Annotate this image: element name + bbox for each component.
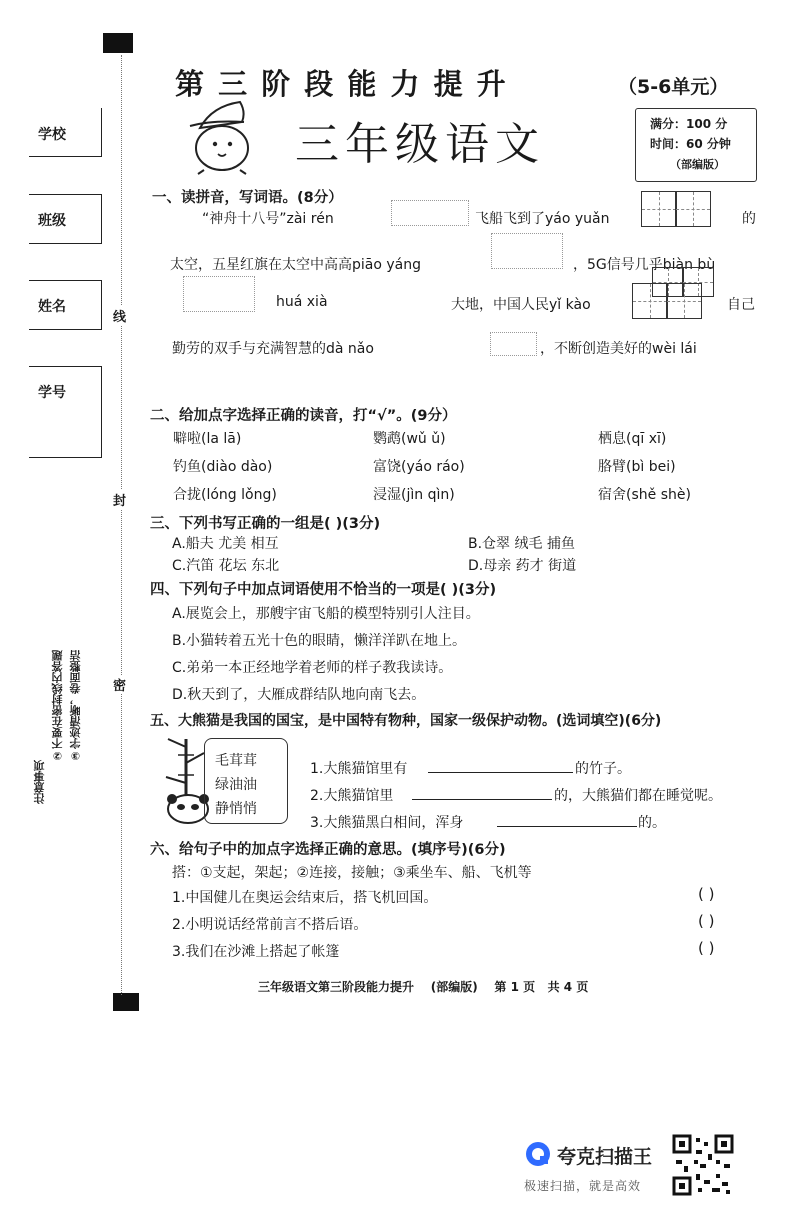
q5-blank-1[interactable] <box>428 772 573 773</box>
sidebar-label-student-id: 学号 <box>38 385 66 401</box>
q6-sentence-1: 1.中国健儿在奥运会结束后，搭飞机回国。 <box>172 890 438 906</box>
sidebar-box-student-id <box>29 366 102 458</box>
q5-sentence-1-a: 1.大熊猫馆里有 <box>310 761 408 777</box>
q1-line1-a: “神舟十八号”zài rén <box>202 211 334 227</box>
q1-line3-a: huá xià <box>276 294 328 310</box>
q5-blank-2[interactable] <box>412 799 552 800</box>
sidebar-note-2: ③字迹清晰，卷面整洁 <box>69 650 82 762</box>
q2-item-1: 噼啦(la lā) <box>173 431 242 447</box>
q6-answer-2[interactable]: ( ) <box>698 912 715 930</box>
q3-option-d: D.母亲 药才 街道 <box>468 558 577 574</box>
q6-sentence-3: 3.我们在沙滩上搭起了帐篷 <box>172 944 340 960</box>
sidebar-label-name: 姓名 <box>38 299 66 315</box>
q1-line3-c: 自己 <box>727 297 755 313</box>
registration-mark-bottom <box>113 993 139 1011</box>
q1-title: 一、读拼音，写词语。(8分） <box>152 190 343 206</box>
q3-option-c: C.汽笛 花坛 东北 <box>172 558 280 574</box>
page-footer: 三年级语文第三阶段能力提升 (部编版) 第 1 页 共 4 页 <box>258 980 589 994</box>
q2-item-4: 钓鱼(diào dào) <box>173 459 273 475</box>
word-choice-3: 静悄悄 <box>215 801 257 817</box>
quark-logo-icon <box>524 1140 552 1168</box>
q6-answer-3[interactable]: ( ) <box>698 939 715 957</box>
score-time: 时间：60 分钟 <box>650 137 731 151</box>
sidebar-note-3: 注意事项 <box>33 760 46 804</box>
q2-item-5: 富饶(yáo ráo) <box>373 459 465 475</box>
q2-item-2: 鹦鹉(wǔ ǔ) <box>373 431 446 447</box>
q1-box-huaxia <box>183 276 255 312</box>
q2-item-8: 浸湿(jìn qìn) <box>373 487 455 503</box>
q5-sentence-2-b: 的，大熊猫们都在睡觉呢。 <box>554 788 722 804</box>
q3-option-b: B.仓翠 绒毛 捕鱼 <box>468 536 575 552</box>
score-edition: （部编版） <box>670 158 725 171</box>
word-choice-1: 毛茸茸 <box>215 753 257 769</box>
q5-sentence-1-b: 的竹子。 <box>575 761 631 777</box>
q1-line2-a: 太空，五星红旗在太空中高高piāo yáng <box>170 257 421 273</box>
q1-line4-a: 勤劳的双手与充满智慧的dà nǎo <box>172 341 374 357</box>
q1-box-piaoyang <box>491 233 563 269</box>
watermark-brand: 夸克扫描王 <box>557 1146 653 1168</box>
q2-item-9: 宿舍(shě shè) <box>598 487 691 503</box>
unit-range: （5-6单元） <box>618 76 729 98</box>
seal-line-mi: 密 <box>113 675 126 694</box>
q6-title: 六、给句子中的加点字选择正确的意思。(填序号)(6分) <box>150 842 506 858</box>
q5-sentence-2-a: 2.大熊猫馆里 <box>310 788 394 804</box>
q2-title: 二、给加点字选择正确的读音，打“√”。(9分） <box>150 408 457 424</box>
q1-grid-yaoyuan-1 <box>641 191 677 227</box>
score-box <box>635 108 757 182</box>
seal-line-feng: 封 <box>113 490 126 509</box>
q6-definition: 搭：①支起，架起；②连接，接触；③乘坐车、船、飞机等 <box>172 865 532 881</box>
q2-item-6: 胳臂(bì bei) <box>598 459 676 475</box>
seal-line <box>121 55 122 995</box>
q1-line3-b: 大地，中国人民yǐ kào <box>451 297 591 313</box>
watermark-slogan: 极速扫描，就是高效 <box>524 1179 642 1193</box>
sidebar-label-school: 学校 <box>38 127 66 143</box>
qr-code-icon <box>672 1134 734 1196</box>
seal-line-xian: 线 <box>113 306 126 325</box>
q3-option-a: A.船夫 尤美 相互 <box>172 536 279 552</box>
sidebar-label-class: 班级 <box>38 213 66 229</box>
q4-option-b: B.小猫转着五光十色的眼睛，懒洋洋趴在地上。 <box>172 633 467 649</box>
score-total: 满分：100 分 <box>650 117 728 131</box>
q1-line4-b: ，不断创造美好的wèi lái <box>540 341 697 357</box>
q1-line1-c: 的 <box>742 211 756 227</box>
q6-sentence-2: 2.小明说话经常前言不搭后语。 <box>172 917 368 933</box>
q6-answer-1[interactable]: ( ) <box>698 885 715 903</box>
q5-sentence-3-a: 3.大熊猫黑白相间，浑身 <box>310 815 464 831</box>
registration-mark-top <box>103 33 133 53</box>
q2-item-7: 合拢(lóng lǒng) <box>173 487 277 503</box>
word-choice-2: 绿油油 <box>215 777 257 793</box>
page-title: 第 三 阶 段 能 力 提 升 <box>175 67 508 101</box>
q1-box-zairen <box>391 200 469 226</box>
q1-line1-b: 飞船飞到了yáo yuǎn <box>475 211 610 227</box>
q4-title: 四、下列句子中加点词语使用不恰当的一项是( )(3分) <box>150 582 497 598</box>
q1-grid-yikao-1 <box>632 283 668 319</box>
q1-grid-yikao-2 <box>666 283 702 319</box>
q4-option-a: A.展览会上，那艘宇宙飞船的模型特别引人注目。 <box>172 606 480 622</box>
q1-box-danao <box>490 332 537 356</box>
q4-option-d: D.秋天到了，大雁成群结队地向南飞去。 <box>172 687 426 703</box>
q4-option-c: C.弟弟一本正经地学着老师的样子教我读诗。 <box>172 660 453 676</box>
rabbit-mascot-icon <box>182 98 272 176</box>
q1-line2-b: ，5G信号几乎biàn bù <box>573 257 716 273</box>
subject-title: 三年级语文 <box>295 119 545 170</box>
sidebar-note-1: ②不要在密封线内答题 <box>51 650 64 762</box>
q5-blank-3[interactable] <box>497 826 637 827</box>
q1-grid-yaoyuan-2 <box>675 191 711 227</box>
q5-sentence-3-b: 的。 <box>638 815 666 831</box>
q5-title: 五、大熊猫是我国的国宝，是中国特有物种，国家一级保护动物。(选词填空)(6分) <box>150 713 662 729</box>
q3-title: 三、下列书写正确的一组是( )(3分) <box>150 516 381 532</box>
q2-item-3: 栖息(qī xī) <box>598 431 667 447</box>
